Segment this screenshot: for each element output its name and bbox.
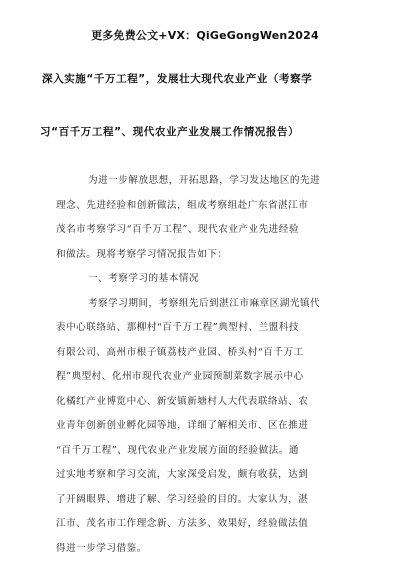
body-line: 业青年创新创业孵化园等地，详细了解相关市、区在推进: [56, 420, 309, 431]
body-line: 和做法。现将考察学习情况报告如下：: [56, 249, 228, 260]
body-line: 化橘红产业博览中心、新安镇新塘村人大代表联络站、农: [56, 396, 309, 407]
body-line: 有限公司、高州市根子镇荔枝产业园、桥头村“百千万工: [56, 347, 304, 358]
body-line: 了开阔眼界、增进了解、学习经验的目的。大家认为，湛: [56, 494, 309, 505]
body-line: 理念、先进经验和创新做法，组成考察组赴广东省湛江市: [56, 200, 309, 211]
body-line: 得进一步学习借鉴。: [56, 543, 147, 554]
body-line: 程”典型村、化州市现代农业产业园预制菜数字展示中心: [56, 371, 304, 382]
body-line: 茂名市考察学习“百千万工程”、现代农业产业先进经验: [56, 224, 299, 235]
document-title-line-1: 深入实施“千万工程”，发展壮大现代农业产业（考察学: [42, 73, 313, 85]
body-line: 为进一步解放思想，开拓思路，学习发达地区的先进: [88, 175, 321, 186]
section-heading: 一、考察学习的基本情况: [88, 273, 200, 284]
body-line: 江市、茂名市工作理念新、方法多、效果好，经验做法值: [56, 518, 309, 529]
body-line: 过实地考察和学习交流，大家深受启发，颇有收获，达到: [56, 469, 309, 480]
page-header: 更多免费公文+VX：QiGeGongWen2024: [91, 29, 319, 42]
body-line: 考察学习期间，考察组先后到湛江市麻章区湖光镇代: [88, 298, 321, 309]
document-title-line-2: 习“百千万工程”、现代农业产业发展工作情况报告）: [40, 126, 300, 138]
body-line: 表中心联络站、那柳村“百千万工程”典型村、兰盟科技: [56, 322, 299, 333]
body-line: “百千万工程”、现代农业产业发展方面的经验做法。通: [56, 445, 299, 456]
